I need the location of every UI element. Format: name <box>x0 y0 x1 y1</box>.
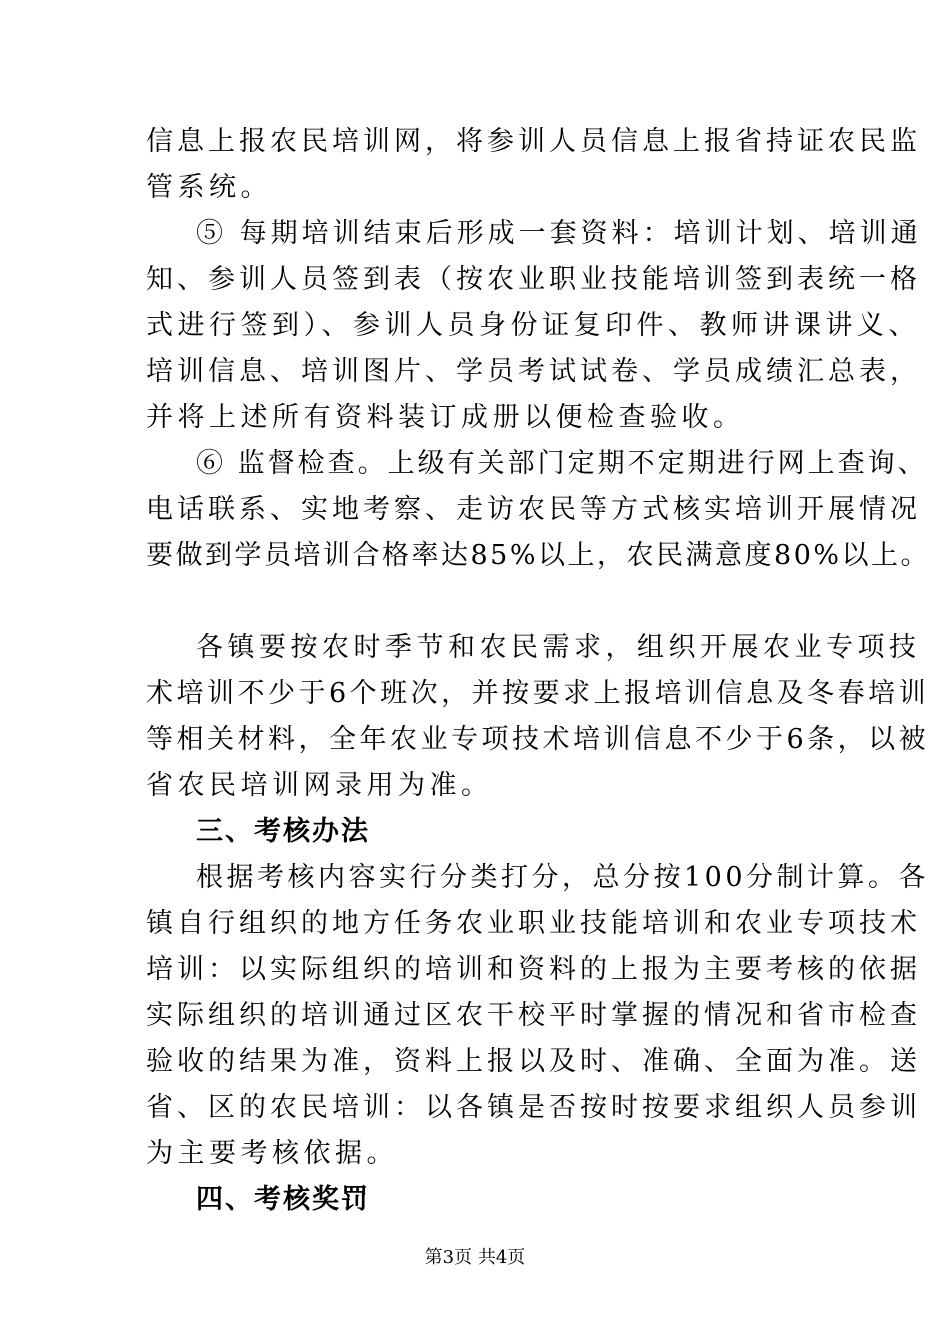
text-line: 知、参训人员签到表（按农业职业技能培训签到表统一格 <box>146 264 921 295</box>
text-line: 为主要考核依据。 <box>146 1138 398 1169</box>
text-line: 管系统。 <box>146 172 272 203</box>
page-number-footer: 第3页 共4页 <box>424 1247 526 1268</box>
text-line: 电话联系、实地考察、走访农民等方式核实培训开展情况 <box>146 494 921 525</box>
text-line: 要做到学员培训合格率达85%以上，农民满意度80%以上。 <box>146 540 931 571</box>
text-line: 镇自行组织的地方任务农业职业技能培训和农业专项技术 <box>146 908 921 939</box>
text-line: 验收的结果为准，资料上报以及时、准确、全面为准。送 <box>146 1046 921 1077</box>
text-line: 信息上报农民培训网，将参训人员信息上报省持证农民监 <box>146 126 921 157</box>
text-line: 省农民培训网录用为准。 <box>146 770 493 801</box>
text-line: ⑥ 监督检查。上级有关部门定期不定期进行网上查询、 <box>196 448 928 479</box>
text-line: 术培训不少于6个班次，并按要求上报培训信息及冬春培训 <box>146 678 930 709</box>
text-line: 省、区的农民培训：以各镇是否按时按要求组织人员参训 <box>146 1092 921 1123</box>
text-line: 培训：以实际组织的培训和资料的上报为主要考核的依据 <box>146 954 921 985</box>
text-line: 等相关材料，全年农业专项技术培训信息不少于6条，以被 <box>146 724 930 755</box>
text-line: 根据考核内容实行分类打分，总分按100分制计算。各 <box>196 862 930 893</box>
text-line: 实际组织的培训通过区农干校平时掌握的情况和省市检查 <box>146 1000 921 1031</box>
text-line: 培训信息、培训图片、学员考试试卷、学员成绩汇总表， <box>146 356 921 387</box>
text-line: 并将上述所有资料装订成册以便检查验收。 <box>146 402 745 433</box>
text-line: 各镇要按农时季节和农民需求，组织开展农业专项技 <box>196 632 921 663</box>
text-line: ⑤ 每期培训结束后形成一套资料：培训计划、培训通 <box>196 218 922 249</box>
section-heading: 四、考核奖罚 <box>196 1184 370 1215</box>
text-line: 式进行签到）、参训人员身份证复印件、教师讲课讲义、 <box>146 310 920 341</box>
section-heading: 三、考核办法 <box>196 816 370 847</box>
